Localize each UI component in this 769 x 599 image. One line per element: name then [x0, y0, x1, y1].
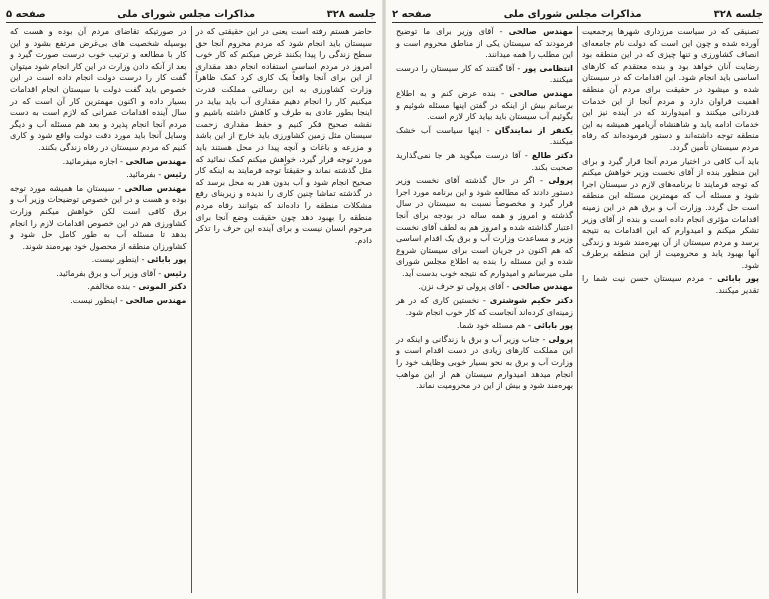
speaker-name: دکتر الموتی	[138, 281, 187, 292]
paragraph-text: آقا درست میگوید هر جا نمی‌گذارید صحبت بکند.	[396, 149, 573, 172]
right-page-header	[392, 6, 763, 23]
paragraph: پرولی - جناب وزیر آب و برق با زندگانی و اینکه در این مملکت کارهای زیادی در دست اقدام است و وزارت آب و برق به نحو بسیار خوبی وظایف خود را انجام میدهد امیدوارم سیستان هم از این مواهب بهره‌مند شود و بیش از این در محرومیت نماند.	[396, 333, 573, 391]
paragraph: مهندس صالحی - سیستان ما همیشه مورد توجه بوده و هست و در این خصوص توضیحات وزیر آب و برق کافی است لکن خواهش میکنم وزارت کشاورزی هم در این خصوص اقدامات لازم را انجام بدهد تا مسئله آب به طور کامل حل شود و کشاورزان منطقه از محصول خود بهره‌مند شوند.	[10, 182, 187, 251]
paragraph: یکنفر از نمایندگان - اینها سیاست آب خشک میکنند.	[396, 124, 573, 147]
right-page-session: جلسه ۳۲۸	[713, 8, 763, 20]
left-page-header	[6, 6, 376, 23]
speaker-name: مهندس صالحی	[125, 155, 187, 166]
paragraph: دکتر الموتی - بنده مخالفم.	[87, 281, 187, 292]
left-page-columns	[6, 26, 376, 593]
speaker-name: پور بابائی	[717, 273, 759, 284]
left-page-column-left	[6, 26, 192, 593]
speaker-name: پرولی	[548, 333, 573, 344]
paragraph-text: اینطور نیست.	[91, 254, 139, 265]
paragraph	[10, 26, 187, 154]
speaker-name: رئیس	[163, 169, 187, 180]
paragraph: پرولی - اگر در حال گذشته آقای نخست وزیر دستور دادند که مطالعه شود و این برنامه مورد اجرا قرار گیرد و مخصوصاً نسبت به سیستان در سال گذشته و امروز و همه ساله در بودجه برای آنجا اعتبار گذاشته شده و امروز هم به لطف آقای نخست وزیر و مساعدت وزارت آب و برق یک اقدام اساسی که هم اکنون در جریان است برای سیستان شروع شده و این مسئله را بنده به اطلاع مجلس شورای ملی میرسانم و امیدوارم که نتیجه خوب بدست آید.	[396, 175, 573, 278]
right-page-column-left	[392, 26, 578, 593]
paragraph: پور بابائی - اینطور نیست.	[91, 254, 187, 265]
paragraph-text: بنده مخالفم.	[87, 281, 131, 292]
paragraph: مهندس صالحی - آقای وزیر برای ما توضیح فرمودند که سیستان یکی از مناطق محروم است و این مطلب را همه میدانند.	[396, 26, 573, 60]
paragraph: پور بابائی - هم مسئله خود شما.	[456, 320, 573, 331]
right-page-number: صفحه ۲	[392, 8, 432, 20]
paragraph: رئیس - بفرمائید.	[126, 169, 187, 180]
right-page-columns	[392, 26, 763, 593]
paragraph-text: هم مسئله خود شما.	[456, 320, 526, 331]
left-page-column-right	[192, 26, 377, 593]
paragraph-text: مردم سیستان حسن نیت شما را تقدیر میکنند.	[582, 273, 759, 296]
paragraph: انتظامی پور - آقا گفتند که کار سیستان را درست میکنند.	[396, 62, 573, 85]
paragraph	[582, 156, 759, 272]
paragraph-text: آقای وزیر برای ما توضیح فرمودند که سیستان یکی از مناطق محروم است و این مطلب را همه میدانند.	[396, 26, 573, 60]
paragraph: رئیس - آقای وزیر آب و برق بفرمائید.	[56, 267, 187, 278]
right-page-column-right	[578, 26, 763, 593]
paragraph-text: آقا گفتند که کار سیستان را درست میکنند.	[396, 62, 573, 85]
paragraph-text: حاضر هستم رفته است یعنی در این حقیقتی که در سیستان باید انجام شود که مردم محروم آنجا حق سطح زندگی را پیدا بکنند غرض میکنم که کار خوب امروز در مردم اساسی استفاده انجام دهد مقداری از این برای آنجا واقعاً یک کاری کرد کمک ظاهراً وزارت کشاورزی به این رسالتی مملکت قدرت میکنیم کار را انجام دهیم مقداری آب باید بیاید در اینجا بطور عادی به طرف و کاهش داشته باشیم و نقشه صحیح فکر کنیم و حفظ مقداری زحمت سیستان مثل زمین کشاورزی باید خارج از این باشد و مزرعه و باغات و آنچه پیدا در محل هستند باید مورد توجه قرار گیرد، خواهش میکنم کمک نمائید که مثل گذشته نماند و حقیقتاً توجه فرمایند به اینکه کار صحیح انجام شود و آب بدون هدر به محل برسد که در گذشته تماشا چنین کاری را ندیده و زیربنای رفع مشکلات منطقه را داده‌اند که بتوانند رفاه مردم منطقه را بهبود دهد چون حقیقت وضع آنجا برای مرحوم انسان نیست و برای آینده این حرف را تذکر دادم.	[195, 26, 372, 245]
right-page	[392, 6, 763, 593]
speaker-name: پرولی	[548, 175, 573, 186]
speaker-name: انتظامی پور	[523, 62, 573, 73]
paragraph-text: اجازه میفرمائید.	[62, 155, 118, 166]
paragraph: دکتر حکیم شوشتری - نخستین کاری که در هر زمینه‌ای کرده‌اند آنجاست که کار خوب انجام شود.	[396, 295, 573, 317]
paragraph-text: باید آب کافی در اختیار مردم آنجا قرار گیرد و برای این منظور بنده از آقای نخست وزیر خواهش میکنم که توجه فرمایند تا برنامه‌های لازم در سیستان اجرا شود و مسئله آب که مهمترین مسئله این منطقه است حل گردد. وزارت آب و برق هم در این زمینه اقدامات مؤثری انجام داده است و بنده از آقای وزیر تشکر میکنم و امیدوارم که این اقدامات به نتیجه برسد و مردم سیستان از آن بهره‌مند شوند و زندگی آنها بهبود یابد و محرومیت از این منطقه برطرف شود.	[582, 155, 759, 270]
speaker-name: مهندس صالحی	[125, 295, 187, 306]
paragraph-text: در صورتیکه تقاضای مردم آن بوده و هست که بوسیله شخصیت های بی‌غرض مرتفع بشود و این کار با مطالعه و ترتیب خوب درست صورت گیرد و بعد از آنکه دادن وزارت در این کار انجام شود میتوان گفت کار را درست دولت انجام داده است در این خصوص باید گفت دولت با سیستان انجام اقدامات بسیار داده و اکنون مهمترین کار آن است که در سال آینده اقدامات عمرانی که لازم است به دست مردم آنجا انجام پذیرد و بعد هم مسئله آب و دیگر وسایل آنجا باید مورد دقت دولت واقع شود و کاری کنیم که مردم سیستان در رفاه زندگی بکنند.	[10, 26, 187, 152]
speaker-name: دکتر طالع	[531, 149, 574, 160]
paragraph: مهندس صالحی - اینطور نیست.	[70, 295, 187, 306]
page-gutter	[382, 0, 386, 599]
paragraph-text: بفرمائید.	[126, 169, 156, 180]
paragraph-text: بنده عرض کنم و به اطلاع برسانم بیش از اینکه در گفتن اینها مسئله شوئیم و بگوئیم آب سیستان باید بیاید کار لازم است.	[396, 87, 573, 122]
paragraph-text: آقای وزیر آب و برق بفرمائید.	[56, 267, 156, 278]
paragraph: مهندس صالحی - اجازه میفرمائید.	[62, 155, 187, 166]
speaker-name: مهندس صالحی	[509, 87, 573, 98]
speaker-name: پور بابائی	[147, 254, 187, 265]
paragraph-text: آقای پرولی تو حرف نزن.	[418, 281, 504, 292]
left-page-number: صفحه ۵	[6, 8, 46, 20]
paragraph-text: تصنیقی که در سیاست مرزداری شهرها پرجمعیت آورده شده و چون این است که دولت نام جامعه‌ای انصاف کشاورزی و تنها چیزی که در این منطقه بود رضایت آنان خواهد بود و بنده معتقدم که کارهای اساسی باید انجام شود. این اقدامات که در سیستان شده و میشود در حقیقت برای مردم آن منطقه اهمیت فراوان دارد و مردم آنجا از این خدمات قدردانی میکنند و امیدوارند که در آینده نیز این خدمات ادامه یابد و شاهنشاه آریامهر همیشه به این منطقه توجه داشته‌اند و دستور فرموده‌اند که رفاه مردم سیستان تأمین گردد.	[582, 26, 759, 152]
paragraph	[196, 26, 373, 246]
speaker-name: مهندس صالحی	[512, 281, 573, 292]
right-page-title: مذاکرات مجلس شورای ملی	[503, 8, 642, 20]
paragraph-text: اینها سیاست آب خشک میکنند.	[396, 124, 573, 147]
speaker-name: مهندس صالحی	[124, 182, 187, 193]
paragraph: دکتر طالع - آقا درست میگوید هر جا نمی‌گذارید صحبت بکند.	[396, 149, 574, 172]
speaker-name: یکنفر از نمایندگان	[494, 124, 573, 135]
speaker-name: دکتر حکیم شوشتری	[489, 295, 573, 306]
left-page-title: مذاکرات مجلس شورای ملی	[117, 8, 256, 20]
paragraph: پور بابائی - مردم سیستان حسن نیت شما را تقدیر میکنند.	[582, 273, 759, 296]
paragraph-text: نخستین کاری که در هر زمینه‌ای کرده‌اند آنجاست که کار خوب انجام شود.	[396, 295, 573, 317]
left-page-session: جلسه ۳۲۸	[326, 8, 376, 20]
left-page	[6, 6, 376, 593]
paragraph-text: اینطور نیست.	[70, 295, 118, 306]
speaker-name: مهندس صالحی	[508, 26, 573, 36]
paragraph-text: سیستان ما همیشه مورد توجه بوده و هست و در این خصوص توضیحات وزیر آب و برق کافی است لکن خواهش میکنم وزارت کشاورزی هم در این خصوص اقدامات لازم را انجام بدهد تا مسئله آب به طور کامل حل شود و کشاورزان منطقه از محصول خود بهره‌مند شوند.	[10, 182, 187, 251]
paragraph-text: جناب وزیر آب و برق با زندگانی و اینکه در این مملکت کارهای زیادی در دست اقدام است و وزارت آب و برق به نحو بسیار خوبی وظایف خود را انجام میدهد امیدوارم سیستان هم از این مواهب بهره‌مند شود و بیش از این در محرومیت نماند.	[396, 333, 573, 391]
speaker-name: پور بابائی	[533, 320, 573, 331]
paragraph	[582, 26, 759, 154]
speaker-name: رئیس	[163, 267, 187, 278]
paragraph-text: اگر در حال گذشته آقای نخست وزیر دستور دادند که مطالعه شود و این برنامه مورد اجرا قرار گیرد و مخصوصاً نسبت به سیستان در سال گذشته و امروز و همه ساله در بودجه برای آنجا اعتبار گذاشته شده و امروز هم به لطف آقای نخست وزیر و مساعدت وزارت آب و برق یک اقدام اساسی که هم اکنون در جریان است برای سیستان شروع شده و این مسئله را بنده به اطلاع مجلس شورای ملی میرسانم و امیدوارم که نتیجه خوب بدست آید.	[396, 175, 573, 278]
paragraph: مهندس صالحی - بنده عرض کنم و به اطلاع برسانم بیش از اینکه در گفتن اینها مسئله شوئیم و بگوئیم آب سیستان باید بیاید کار لازم است.	[396, 87, 573, 122]
paragraph: مهندس صالحی - آقای پرولی تو حرف نزن.	[418, 281, 573, 292]
